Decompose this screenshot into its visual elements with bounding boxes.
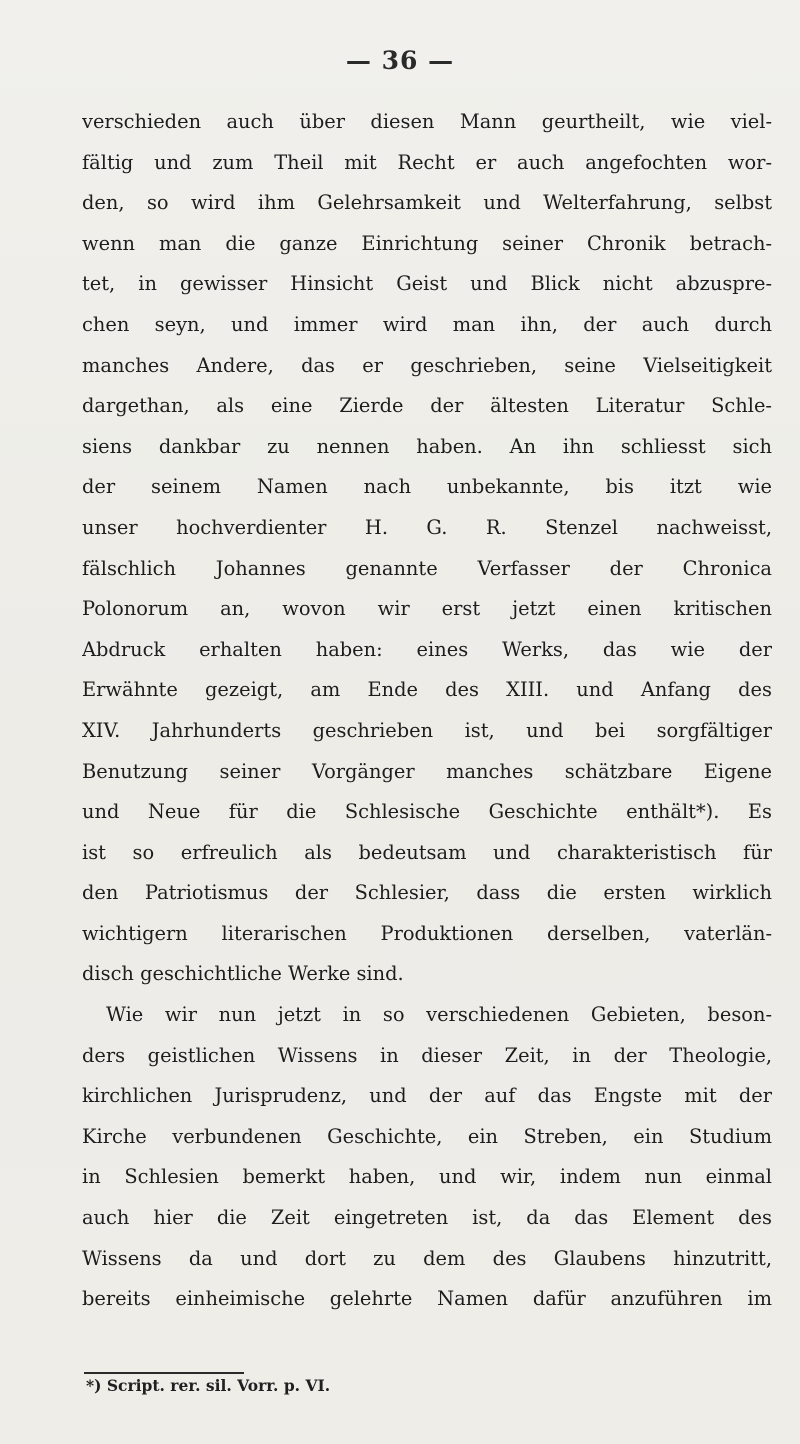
text-line: tet, in gewisser Hinsicht Geist und Blick nicht abzuspre- bbox=[82, 272, 772, 296]
footnote: *) Script. rer. sil. Vorr. p. VI. bbox=[86, 1376, 331, 1395]
footnote-rule bbox=[84, 1372, 244, 1374]
text-line: ders geistlichen Wissens in dieser Zeit, in der Theologie, bbox=[82, 1043, 772, 1067]
paragraph-start-line: Wie wir nun jetzt in so verschiedenen Gebieten, beson- bbox=[106, 1003, 772, 1027]
text-line: Abdruck erhalten haben: eines Werks, das wie der bbox=[82, 637, 772, 661]
text-line: Erwähnte gezeigt, am Ende des XIII. und Anfang des bbox=[82, 678, 772, 702]
text-line: Wissens da und dort zu dem des Glaubens hinzutritt, bbox=[82, 1246, 772, 1270]
text-line: und Neue für die Schlesische Geschichte enthält*). Es bbox=[82, 800, 772, 824]
text-line: fältig und zum Theil mit Recht er auch angefochten wor- bbox=[82, 150, 772, 174]
text-line: dargethan, als eine Zierde der ältesten Literatur Schle- bbox=[82, 394, 772, 418]
text-line: manches Andere, das er geschrieben, seine Vielseitigkeit bbox=[82, 353, 772, 377]
text-line: unser hochverdienter H. G. R. Stenzel nachweisst, bbox=[82, 515, 772, 539]
text-line: der seinem Namen nach unbekannte, bis itzt wie bbox=[82, 475, 772, 499]
text-line: kirchlichen Jurisprudenz, und der auf das Engste mit der bbox=[82, 1084, 772, 1108]
text-line: wenn man die ganze Einrichtung seiner Chronik betrach- bbox=[82, 231, 772, 255]
text-line: in Schlesien bemerkt haben, und wir, indem nun einmal bbox=[82, 1165, 772, 1189]
text-line: ist so erfreulich als bedeutsam und charakteristisch für bbox=[82, 840, 772, 864]
text-line: XIV. Jahrhunderts geschrieben ist, und bei sorgfältiger bbox=[82, 718, 772, 742]
text-line: siens dankbar zu nennen haben. An ihn schliesst sich bbox=[82, 434, 772, 458]
page-number: — 36 — bbox=[345, 46, 455, 75]
text-line: verschieden auch über diesen Mann geurtheilt, wie viel- bbox=[82, 110, 772, 133]
text-line: wichtigern literarischen Produktionen derselben, vaterlän- bbox=[82, 921, 772, 945]
body-text bbox=[82, 102, 772, 1320]
text-line: fälschlich Johannes genannte Verfasser der Chronica bbox=[82, 556, 772, 580]
text-line: auch hier die Zeit eingetreten ist, da das Element des bbox=[82, 1206, 772, 1230]
text-line: Kirche verbundenen Geschichte, ein Streben, ein Studium bbox=[82, 1124, 772, 1148]
paragraph-end-line: disch geschichtliche Werke sind. bbox=[82, 962, 404, 986]
text-line: bereits einheimische gelehrte Namen dafür anzuführen im bbox=[82, 1287, 772, 1311]
text-line: chen seyn, und immer wird man ihn, der auch durch bbox=[82, 312, 772, 336]
text-line: Polonorum an, wovon wir erst jetzt einen kritischen bbox=[82, 597, 772, 621]
text-line: den, so wird ihm Gelehrsamkeit und Welterfahrung, selbst bbox=[82, 191, 772, 215]
text-line: den Patriotismus der Schlesier, dass die ersten wirklich bbox=[82, 881, 772, 905]
text-line: Benutzung seiner Vorgänger manches schätzbare Eigene bbox=[82, 759, 772, 783]
